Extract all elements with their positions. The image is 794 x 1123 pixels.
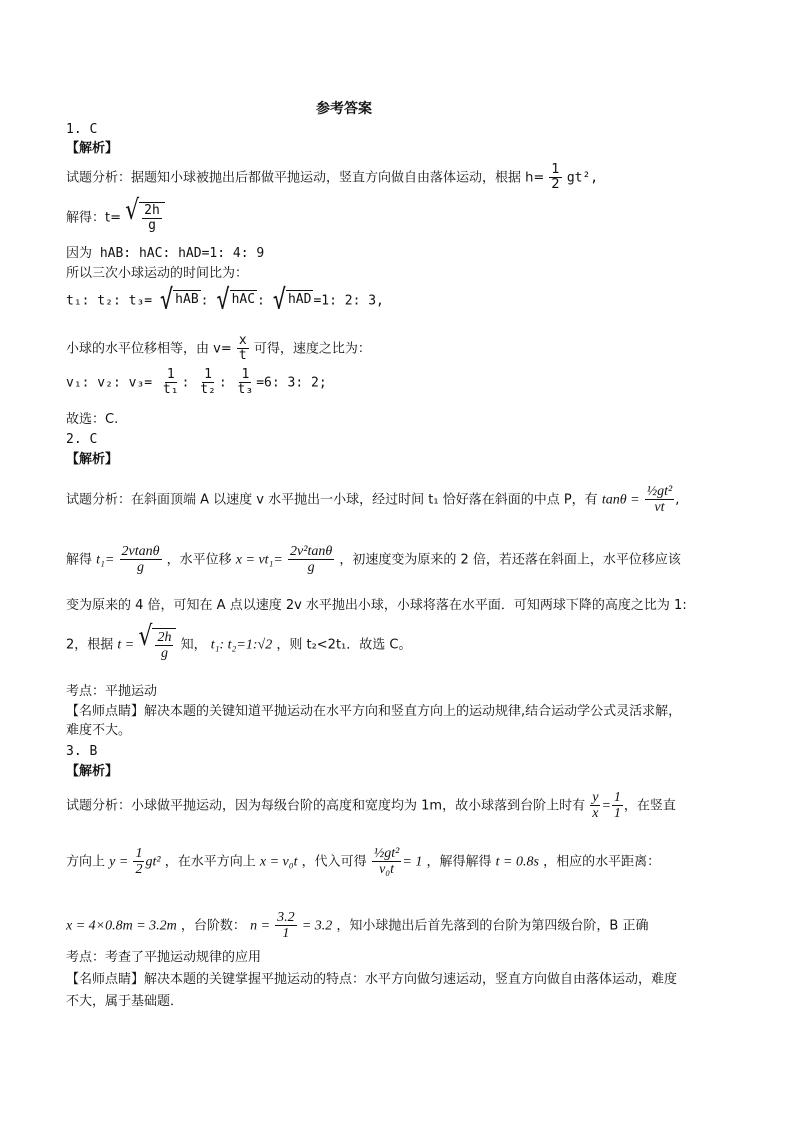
q1-line8: 故选：C.	[66, 412, 119, 427]
q1-line1	[66, 163, 598, 193]
q3-mingshi-1: 【名师点睛】解决本题的关键掌握平抛运动的特点：水平方向做匀速运动，竖直方向做自由落体运动，难度	[66, 972, 678, 987]
q1-line5: t₁: t₂: t₃= √ hAB : √ hAC : √ hAD =1: 2: 3,	[66, 284, 384, 316]
q2-mingshi-2: 难度不大。	[66, 723, 132, 738]
q2-mingshi-1: 【名师点睛】解决本题的关键知道平抛运动在水平方向和竖直方向上的运动规律,结合运动学公式灵活求解，	[66, 704, 682, 719]
q1-line1-text: 试题分析：据题知小球被抛出后都做平抛运动，竖直方向做自由落体运动，根据 h=	[66, 170, 545, 186]
q1-line3: 因为 hAB: hAC: hAD=1: 4: 9	[66, 246, 265, 261]
q3-line3: x = 4×0.8m = 3.2m ，台阶数： n = $\frac{3.2}{1}$ = 3.2 ，知小球抛出后首先落到的台阶为第四级台阶，B 正确	[66, 910, 649, 942]
q1-number: 1. C	[66, 122, 98, 137]
q2-line3: 变为原来的 4 倍，可知在 A 点以速度 2v 水平抛出小球，小球将落在水平面．可知两球下降的高度之比为 1:	[66, 598, 687, 613]
q3-mingshi-2: 不大，属于基础题．	[66, 994, 184, 1009]
q3-line2: 方向上 y = $\frac{1}{2}$ gt² ，在水平方向上 x = v₀t ，代入可得 $\frac{\text{½gt²}}{\text{v₀t}}$ = 1 ，解得解得 t = 0.8s ，相应的水平距离：	[66, 846, 661, 878]
q3-line1: 试题分析：小球做平抛运动，因为每级台阶的高度和宽度均为 1m，故小球落到台阶上时有 $\frac{y}{x}$ = $\frac{1}{1}$ ，在竖直	[66, 790, 676, 822]
q1-line2: 解得：t= √ $\frac{2h}{g}$	[66, 202, 165, 234]
q2-analysis-tag: 【解析】	[66, 452, 119, 467]
q2-kaodian: 考点：平抛运动	[66, 684, 158, 699]
q1-line6: 小球的水平位移相等，由 v= $\frac{x}{t}$ 可得，速度之比为：	[66, 333, 371, 364]
q2-line2: 解得 t₁= $\frac{2vtan\theta}{g}$ ，水平位移 x = vt₁= $\frac{\text{2v²tanθ}}{g}$ ，初速度变为原来的 2 倍，若还落在斜面上，水平位移应该	[66, 544, 681, 576]
answer-title: 参考答案	[316, 101, 372, 117]
q2-line4: 2，根据 t = √ $\frac{2h}{g}$ 知， t₁: t₂=1:√2 ，则 t₂<2t₁．故选 C。	[66, 621, 412, 662]
q2-line1: 试题分析：在斜面顶端 A 以速度 v 水平抛出一小球，经过时间 t₁ 恰好落在斜面的中点 P，有 tanθ = $\frac{\text{½gt²}}{vt}$ ,	[66, 484, 680, 516]
q3-analysis-tag: 【解析】	[66, 764, 119, 779]
q1-line1-formula: gt²,	[566, 170, 599, 186]
sqrt-expression: √ $\frac{2h}{g}$	[125, 202, 165, 234]
q3-number: 3. B	[66, 744, 98, 759]
q2-number: 2. C	[66, 432, 98, 447]
q1-line7: v₁: v₂: v₃= $\frac{1}{\text{t₁}}$ : $\frac{1}{\text{t₂}}$ : $\frac{1}{\text{t₃}}$ =6: 3: 2;	[66, 367, 327, 398]
q1-line4: 所以三次小球运动的时间比为：	[66, 266, 249, 281]
fraction: $\frac{1}{2}$	[551, 162, 560, 193]
q3-kaodian: 考点：考查了平抛运动规律的应用	[66, 950, 262, 965]
q1-analysis-tag: 【解析】	[66, 141, 119, 156]
